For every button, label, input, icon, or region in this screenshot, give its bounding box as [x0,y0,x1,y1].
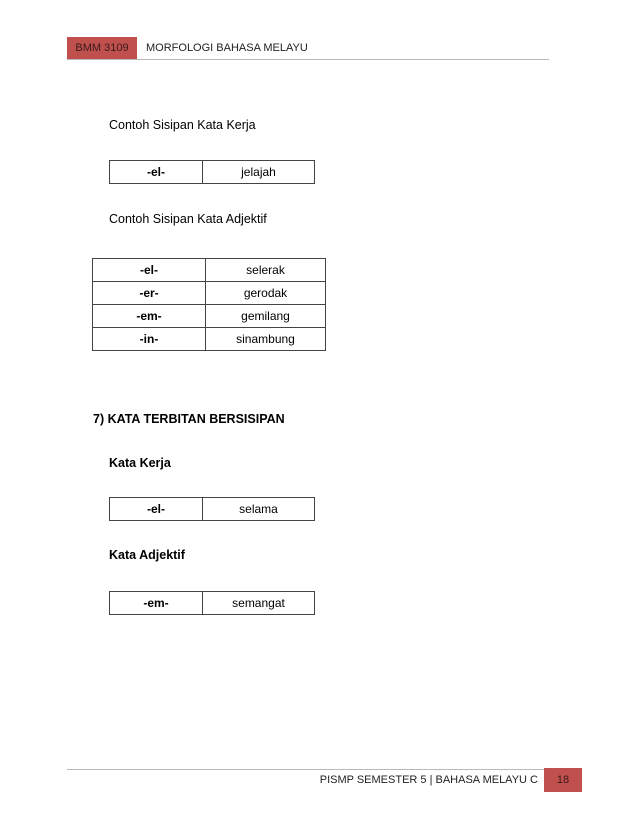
infix-cell: -el- [110,161,203,184]
derived-adjective-title: Kata Adjektif [109,548,185,562]
verb-examples-table [109,160,315,184]
infix-cell: -em- [93,305,206,328]
word-cell: sinambung [206,328,326,351]
infix-cell: -in- [93,328,206,351]
word-cell: jelajah [203,161,315,184]
derived-adjective-table [109,591,315,615]
word-cell: gerodak [206,282,326,305]
adjective-examples-table [92,258,326,351]
table-row [93,259,326,282]
table-row [93,328,326,351]
header-title: MORFOLOGI BAHASA MELAYU [146,42,308,54]
word-cell: selerak [206,259,326,282]
table-row [110,498,315,521]
derived-verb-table [109,497,315,521]
page-number: 18 [544,768,582,792]
word-cell: semangat [203,592,315,615]
word-cell: gemilang [206,305,326,328]
header-course-code: BMM 3109 [67,37,137,59]
footer-text: PISMP SEMESTER 5 | BAHASA MELAYU C [319,774,538,786]
infix-cell: -em- [110,592,203,615]
table-row [93,305,326,328]
adjective-examples-title: Contoh Sisipan Kata Adjektif [109,212,267,226]
table-row [93,282,326,305]
word-cell: selama [203,498,315,521]
table-row [110,592,315,615]
header-divider [67,59,549,60]
infix-cell: -el- [110,498,203,521]
table-row [110,161,315,184]
verb-examples-title: Contoh Sisipan Kata Kerja [109,118,256,132]
section-heading: 7) KATA TERBITAN BERSISIPAN [93,412,285,426]
infix-cell: -el- [93,259,206,282]
infix-cell: -er- [93,282,206,305]
derived-verb-title: Kata Kerja [109,456,171,470]
